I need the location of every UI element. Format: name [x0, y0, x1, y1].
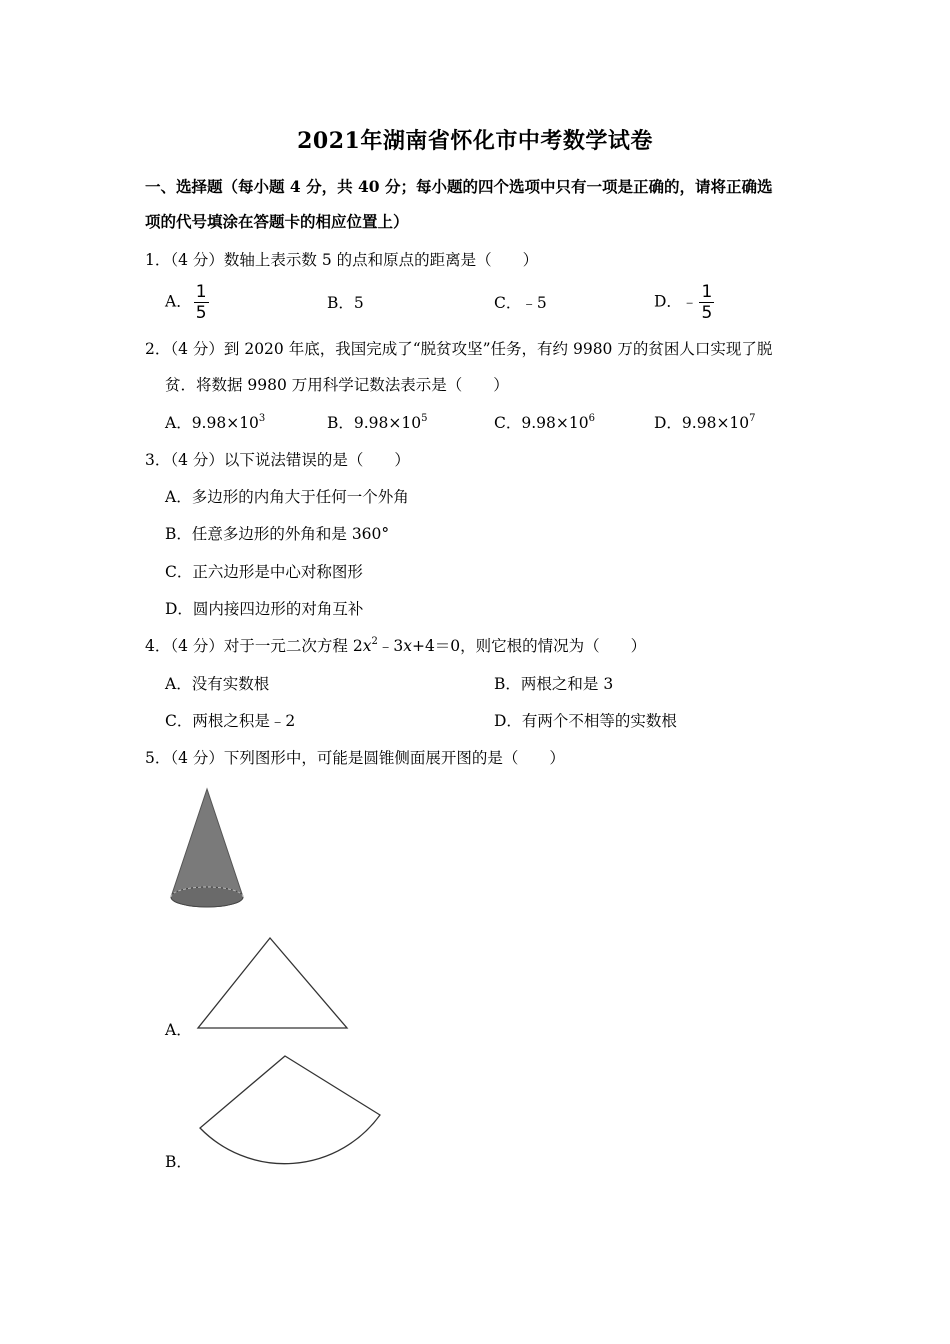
question-2-stem-line1: 2．（4 分）到 2020 年底，我国完成了“脱贫攻坚”任务，有约 9980 万的贫困人口实现了脱: [145, 340, 773, 358]
question-5-stem: 5．（4 分）下列图形中，可能是圆锥侧面展开图的是（ ）: [145, 749, 565, 767]
question-3-option-b: B．任意多边形的外角和是 360°: [165, 525, 390, 543]
question-2-stem-line2: 贫．将数据 9980 万用科学记数法表示是（ ）: [165, 376, 509, 394]
question-4-option-a: A．没有实数根: [165, 675, 270, 693]
question-2-option-b: B．$9.98\times 10^5$: [327, 413, 428, 432]
question-4-option-b: B．两根之和是 3: [494, 675, 614, 693]
cone-figure: [160, 785, 260, 915]
question-4-option-d: D．有两个不相等的实数根: [494, 712, 677, 730]
triangle-shape: [198, 938, 347, 1028]
question-1-option-a: [165, 283, 209, 322]
fraction-one-fifth: $\frac{1}{5}$: [195, 282, 207, 323]
question-1-option-b: B．5: [327, 294, 364, 312]
fraction-negative-one-fifth: $\frac{1}{5}$: [701, 282, 713, 323]
question-4-stem: 4．（4 分）对于一元二次方程 $2x^2﹣3x+4=0$，则它根的情况为（ ）: [145, 636, 647, 655]
question-3-stem: 3．（4 分）以下说法错误的是（ ）: [145, 451, 410, 469]
option-a-label: A．: [165, 292, 192, 311]
question-5-option-a-label: A．: [165, 1021, 192, 1039]
triangle-figure: [190, 930, 355, 1035]
question-2-option-a: A．$9.98\times 10^3$: [165, 413, 266, 432]
section-heading-line1: 一、选择题（每小题 4 分，共 40 分；每小题的四个选项中只有一项是正确的，请将正确选: [145, 177, 773, 196]
question-1-stem: 1．（4 分）数轴上表示数 5 的点和原点的距离是（ ）: [145, 251, 539, 269]
page-title: 2021年湖南省怀化市中考数学试卷: [297, 128, 653, 154]
question-2-option-d: D．$9.98\times 10^7$: [654, 413, 756, 432]
question-1-option-d: [654, 283, 714, 322]
sector-shape: [200, 1056, 380, 1164]
question-3-option-a: A．多边形的内角大于任何一个外角: [165, 488, 409, 506]
question-1-option-c: C．﹣5: [494, 294, 547, 312]
question-2-option-c: C．$9.98\times 10^6$: [494, 413, 595, 432]
sector-figure: [190, 1050, 390, 1170]
question-5-option-b-label: B．: [165, 1153, 192, 1171]
section-heading-line2: 项的代号填涂在答题卡的相应位置上）: [145, 212, 409, 231]
cone-base: [171, 887, 243, 907]
question-3-option-c: C．正六边形是中心对称图形: [165, 563, 363, 581]
option-d-label: D．﹣: [654, 292, 698, 311]
question-3-option-d: D．圆内接四边形的对角互补: [165, 600, 364, 618]
question-4-option-c: C．两根之积是﹣2: [165, 712, 296, 730]
